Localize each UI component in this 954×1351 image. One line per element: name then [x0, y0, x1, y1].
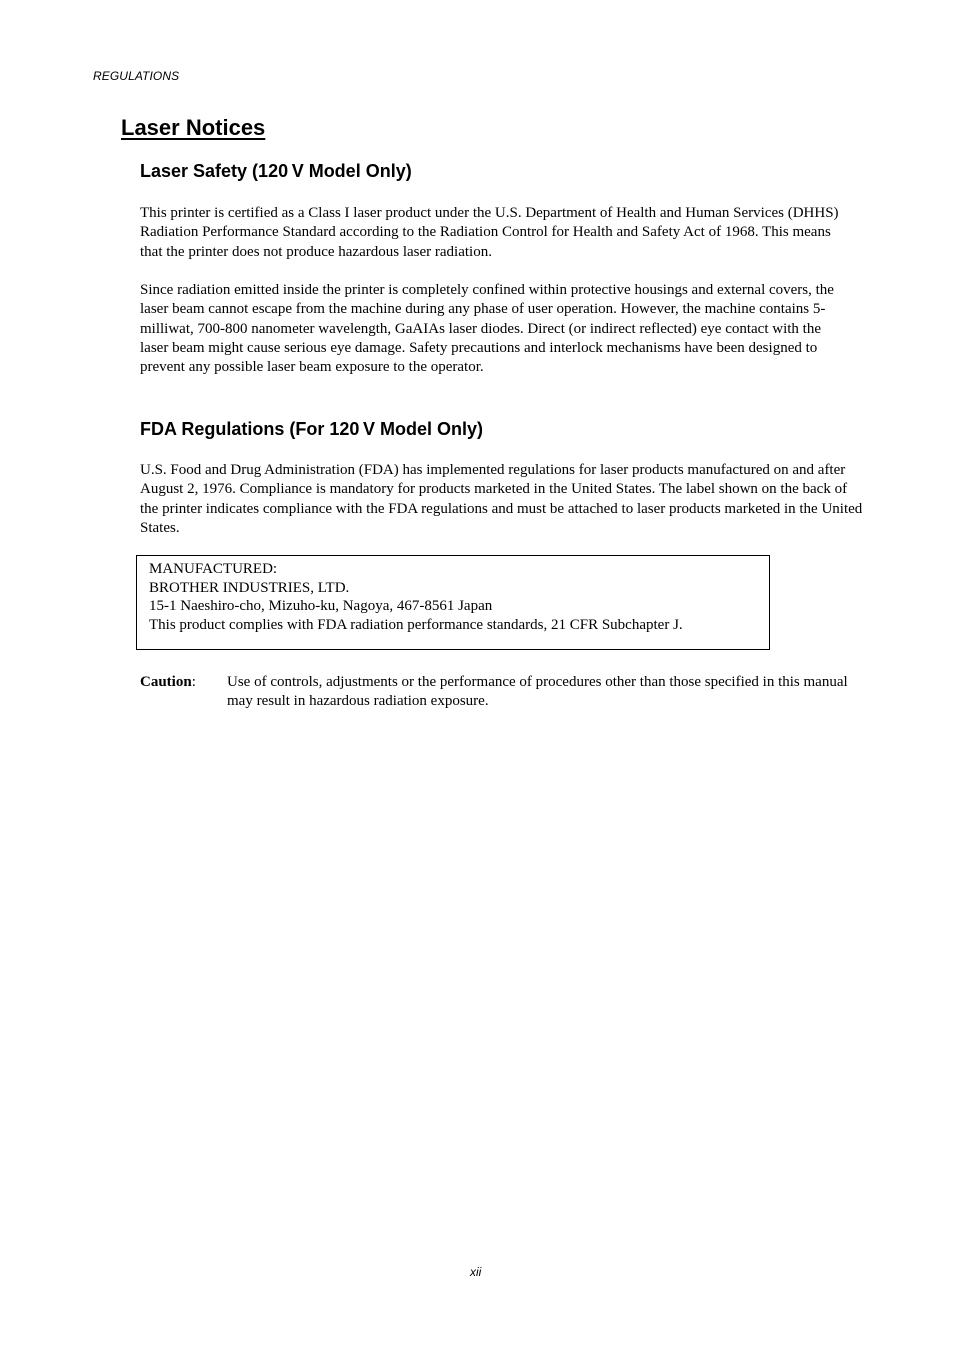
caution-label-wrap	[140, 673, 196, 692]
page-number: xii	[470, 1265, 482, 1279]
paragraph-fda-compliance: U.S. Food and Drug Administration (FDA) has implemented regulations for laser products manufactured on and after August 2, 1976. Compliance is mandatory for products marketed in the United States. The label shown on the back of the printer indicates compliance with the FDA regulations and must be attached to laser products marketed in the United States.	[140, 462, 863, 536]
caution-text: Use of controls, adjustments or the performance of procedures other than those specified in this manual may result in hazardous radiation exposure.	[227, 674, 848, 710]
label-line-compliance: This product complies with FDA radiation performance standards, 21 CFR Subchapter J.	[149, 616, 683, 633]
fda-label-box	[136, 555, 770, 650]
label-line-company: BROTHER INDUSTRIES, LTD.	[149, 579, 350, 596]
paragraph-laser-certification: This printer is certified as a Class I laser product under the U.S. Department of Health and Human Services (DHHS) Radiation Performance Standard according to the Radiation Control for Health and Safety Act of 1968. This means that the printer does not produce hazardous laser radiation.	[140, 205, 839, 260]
label-line-address: 15-1 Naeshiro-cho, Mizuho-ku, Nagoya, 467-8561 Japan	[149, 598, 493, 614]
section-heading-laser-safety: Laser Safety (120 V Model Only)	[140, 161, 412, 181]
label-line-manufactured: MANUFACTURED:	[149, 561, 278, 577]
running-header: REGULATIONS	[93, 69, 180, 83]
section-heading-fda-regulations: FDA Regulations (For 120 V Model Only)	[140, 419, 483, 439]
page-title: Laser Notices	[121, 115, 266, 140]
caution-label: Caution	[140, 674, 192, 690]
caution-separator: :	[191, 674, 196, 690]
paragraph-radiation-confinement: Since radiation emitted inside the printer is completely confined within protective housings and external covers, the laser beam cannot escape from the machine during any phase of user operation. However, the machine contains 5-milliwat, 700-800 nanometer wavelength, GaAIAs laser diodes. Direct (or indirect reflected) eye contact with the laser beam might cause serious eye damage. Safety precautions and interlock mechanisms have been designed to prevent any possible laser beam exposure to the operator.	[140, 282, 834, 376]
